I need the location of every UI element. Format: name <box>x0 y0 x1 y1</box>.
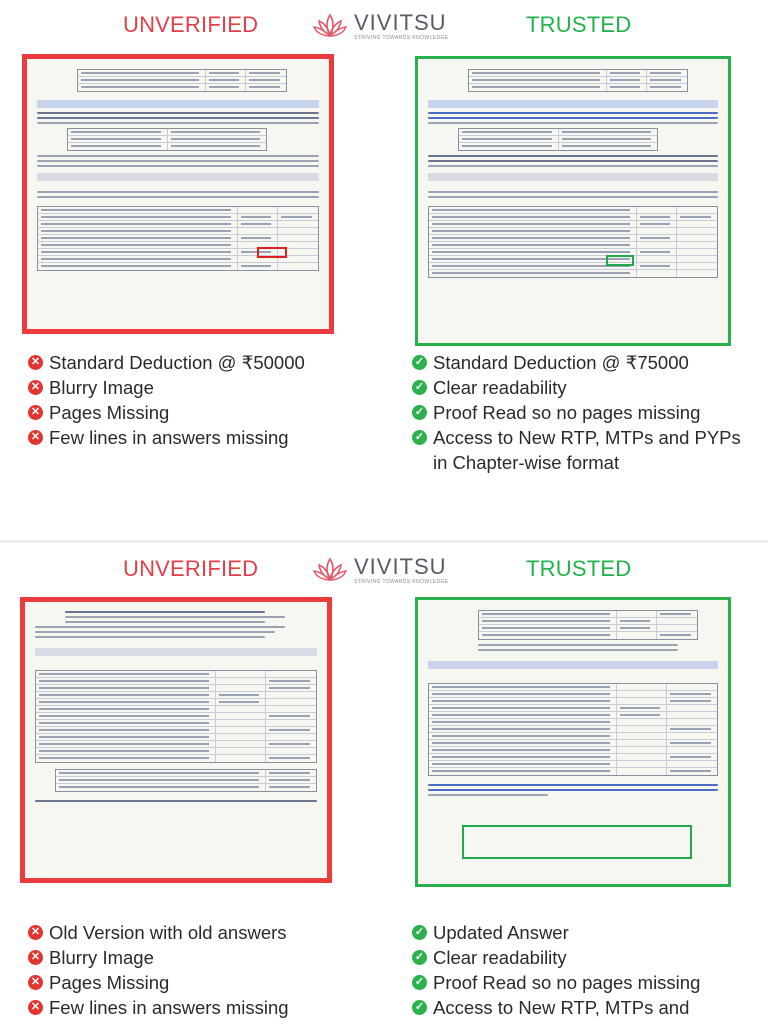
list-item: ✕ Old Version with old answers <box>28 920 289 945</box>
cross-circle-icon: ✕ <box>28 355 43 370</box>
check-circle-icon: ✓ <box>412 355 427 370</box>
list-item: ✕ Pages Missing <box>28 970 289 995</box>
cross-circle-icon: ✕ <box>28 1000 43 1015</box>
cross-circle-icon: ✕ <box>28 405 43 420</box>
list-item: ✓ Access to New RTP, MTPs and PYPs in Chapter-wise format <box>412 425 742 475</box>
list-item: ✓ Proof Read so no pages missing <box>412 400 742 425</box>
brand-logo <box>312 554 448 585</box>
unverified-document-image <box>22 54 334 334</box>
list-item: ✓ Clear readability <box>412 945 742 970</box>
unverified-points-list <box>28 350 305 450</box>
brand-name: VIVITSU <box>354 10 447 35</box>
unverified-heading: UNVERIFIED <box>123 12 259 37</box>
list-item: ✓ Updated Answer <box>412 920 742 945</box>
list-item: ✕ Standard Deduction @ ₹50000 <box>28 350 305 375</box>
lotus-logo-icon <box>312 555 348 585</box>
lotus-logo-icon <box>312 11 348 41</box>
cross-circle-icon: ✕ <box>28 380 43 395</box>
unverified-points-list <box>28 920 289 1020</box>
check-circle-icon: ✓ <box>412 380 427 395</box>
cross-circle-icon: ✕ <box>28 430 43 445</box>
cross-circle-icon: ✕ <box>28 975 43 990</box>
brand-tagline: STRIVING TOWARDS KNOWLEDGE <box>354 35 449 41</box>
list-item: ✕ Pages Missing <box>28 400 305 425</box>
trusted-heading: TRUSTED <box>526 12 632 37</box>
check-circle-icon: ✓ <box>412 950 427 965</box>
check-circle-icon: ✓ <box>412 405 427 420</box>
trusted-document-image <box>415 56 731 346</box>
cross-circle-icon: ✕ <box>28 925 43 940</box>
trusted-document-image <box>415 597 731 887</box>
check-circle-icon: ✓ <box>412 430 427 445</box>
unverified-document-image <box>20 597 332 883</box>
brand-tagline: STRIVING TOWARDS KNOWLEDGE <box>354 579 449 585</box>
trusted-heading: TRUSTED <box>526 556 632 581</box>
brand-logo <box>312 10 448 41</box>
cross-circle-icon: ✕ <box>28 950 43 965</box>
list-item: ✕ Few lines in answers missing <box>28 995 289 1020</box>
trusted-points-list <box>412 920 742 1020</box>
check-circle-icon: ✓ <box>412 925 427 940</box>
trusted-points-list <box>412 350 742 475</box>
unverified-heading: UNVERIFIED <box>123 556 259 581</box>
list-item: ✓ Proof Read so no pages missing <box>412 970 742 995</box>
brand-name: VIVITSU <box>354 554 447 579</box>
check-circle-icon: ✓ <box>412 975 427 990</box>
comparison-section-2 <box>0 543 768 1024</box>
list-item: ✕ Blurry Image <box>28 945 289 970</box>
check-circle-icon: ✓ <box>412 1000 427 1015</box>
list-item: ✓ Standard Deduction @ ₹75000 <box>412 350 742 375</box>
list-item: ✓ Clear readability <box>412 375 742 400</box>
list-item: ✕ Few lines in answers missing <box>28 425 305 450</box>
list-item: ✕ Blurry Image <box>28 375 305 400</box>
list-item: ✓ Access to New RTP, MTPs and <box>412 995 742 1020</box>
